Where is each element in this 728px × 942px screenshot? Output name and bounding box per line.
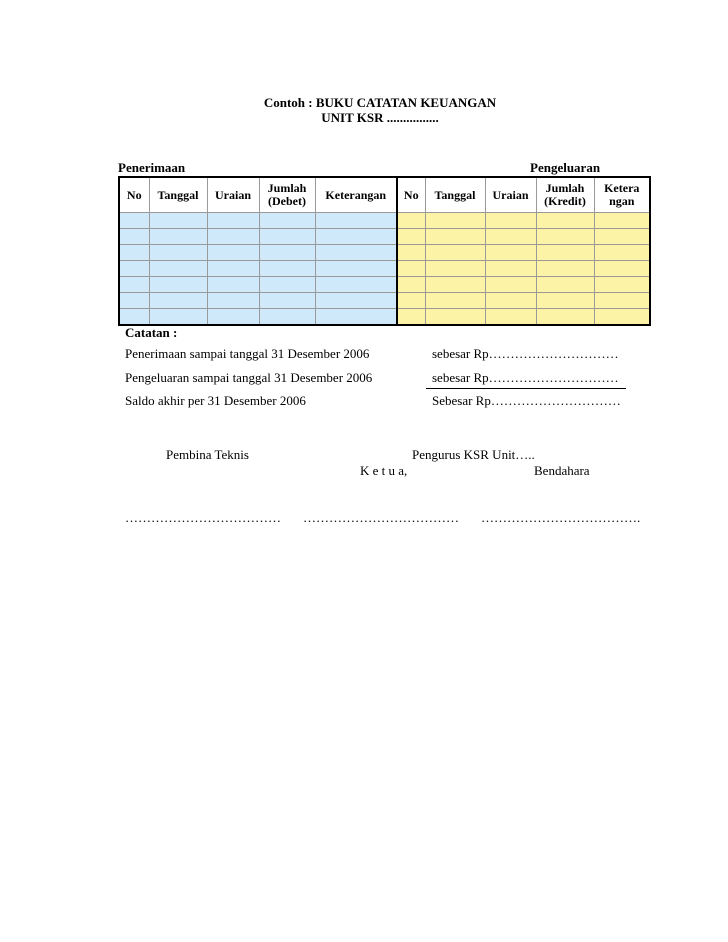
- ledger-cell: [149, 229, 207, 245]
- ledger-row: [119, 293, 650, 309]
- ledger-cell: [149, 245, 207, 261]
- saldo-summary-amount: Sebesar Rp…………………………: [432, 393, 621, 408]
- ledger-cell: [536, 245, 594, 261]
- ledger-cell: [594, 213, 650, 229]
- ledger-cell: [259, 245, 315, 261]
- signature-line-bendahara: ……………………………….: [481, 510, 641, 525]
- ketua-label: K e t u a,: [360, 463, 408, 478]
- ledger-cell: [207, 213, 259, 229]
- ledger-cell: [425, 293, 485, 309]
- ledger-cell: [536, 229, 594, 245]
- ledger-cell: [119, 261, 149, 277]
- ledger-cell: [397, 261, 425, 277]
- document-title: Contoh : BUKU CATATAN KEUANGAN: [263, 95, 497, 110]
- ledger-cell: [207, 229, 259, 245]
- ledger-cell: [259, 309, 315, 326]
- header-uraian-out: Uraian: [485, 177, 536, 213]
- header-keterangan-out: Ketera ngan: [594, 177, 650, 213]
- ledger-cell: [119, 245, 149, 261]
- saldo-summary-label: Saldo akhir per 31 Desember 2006: [125, 393, 306, 408]
- ledger-cell: [485, 213, 536, 229]
- ledger-cell: [149, 293, 207, 309]
- pengeluaran-summary-amount: sebesar Rp…………………………: [432, 370, 619, 385]
- ledger-cell: [259, 213, 315, 229]
- ledger-cell: [119, 229, 149, 245]
- ledger-cell: [594, 245, 650, 261]
- ledger-cell: [119, 309, 149, 326]
- ledger-cell: [315, 229, 397, 245]
- ledger-row: [119, 213, 650, 229]
- header-no-in: No: [119, 177, 149, 213]
- ledger-cell: [594, 261, 650, 277]
- signature-line-pembina: ………………………………: [125, 510, 281, 525]
- ledger-cell: [536, 213, 594, 229]
- ledger-cell: [315, 309, 397, 326]
- header-keterangan-in: Keterangan: [315, 177, 397, 213]
- ledger-cell: [425, 245, 485, 261]
- ledger-cell: [315, 261, 397, 277]
- ledger-header-row: [119, 177, 650, 213]
- ledger-cell: [485, 229, 536, 245]
- ledger-cell: [315, 245, 397, 261]
- ledger-cell: [397, 213, 425, 229]
- ledger-cell: [259, 229, 315, 245]
- pembina-teknis-label: Pembina Teknis: [166, 447, 249, 462]
- ledger-cell: [425, 261, 485, 277]
- ledger-cell: [425, 309, 485, 326]
- penerimaan-label: Penerimaan: [118, 160, 186, 175]
- ledger-cell: [259, 277, 315, 293]
- ledger-cell: [425, 213, 485, 229]
- document-subtitle: UNIT KSR ................: [321, 110, 439, 125]
- bendahara-label: Bendahara: [534, 463, 590, 478]
- ledger-cell: [485, 261, 536, 277]
- ledger-cell: [594, 229, 650, 245]
- ledger-cell: [119, 293, 149, 309]
- header-jumlah-debet: Jumlah (Debet): [259, 177, 315, 213]
- pengeluaran-summary-label: Pengeluaran sampai tanggal 31 Desember 2006: [125, 370, 373, 385]
- ledger-cell: [485, 309, 536, 326]
- ledger-cell: [594, 293, 650, 309]
- ledger-cell: [536, 261, 594, 277]
- ledger-cell: [425, 229, 485, 245]
- ledger-cell: [149, 213, 207, 229]
- pengeluaran-label: Pengeluaran: [530, 160, 601, 175]
- ledger-cell: [485, 277, 536, 293]
- ledger-row: [119, 229, 650, 245]
- ledger-row: [119, 309, 650, 326]
- ledger-table: [118, 176, 651, 326]
- penerimaan-summary-amount: sebesar Rp…………………………: [432, 346, 619, 361]
- ledger-row: [119, 261, 650, 277]
- ledger-row: [119, 245, 650, 261]
- ledger-cell: [536, 293, 594, 309]
- catatan-heading: Catatan :: [125, 325, 178, 340]
- ledger-cell: [536, 277, 594, 293]
- signature-line-ketua: ………………………………: [303, 510, 459, 525]
- penerimaan-summary-label: Penerimaan sampai tanggal 31 Desember 2006: [125, 346, 370, 361]
- ledger-cell: [119, 277, 149, 293]
- pengurus-label: Pengurus KSR Unit…..: [412, 447, 535, 462]
- ledger-cell: [485, 245, 536, 261]
- ledger-cell: [149, 277, 207, 293]
- ledger-cell: [315, 293, 397, 309]
- ledger-cell: [207, 261, 259, 277]
- ledger-row: [119, 277, 650, 293]
- ledger-cell: [594, 277, 650, 293]
- ledger-cell: [397, 229, 425, 245]
- ledger-cell: [397, 245, 425, 261]
- ledger-cell: [207, 309, 259, 326]
- ledger-cell: [536, 309, 594, 326]
- header-no-out: No: [397, 177, 425, 213]
- header-jumlah-kredit: Jumlah (Kredit): [536, 177, 594, 213]
- ledger-cell: [315, 213, 397, 229]
- ledger-cell: [149, 261, 207, 277]
- ledger-cell: [397, 293, 425, 309]
- header-tanggal-in: Tanggal: [149, 177, 207, 213]
- header-tanggal-out: Tanggal: [425, 177, 485, 213]
- ledger-cell: [397, 309, 425, 326]
- ledger-cell: [594, 309, 650, 326]
- ledger-cell: [397, 277, 425, 293]
- ledger-cell: [485, 293, 536, 309]
- ledger-cell: [425, 277, 485, 293]
- ledger-cell: [149, 309, 207, 326]
- ledger-cell: [315, 277, 397, 293]
- ledger-cell: [207, 277, 259, 293]
- ledger-cell: [207, 293, 259, 309]
- ledger-cell: [207, 245, 259, 261]
- header-uraian-in: Uraian: [207, 177, 259, 213]
- ledger-cell: [119, 213, 149, 229]
- ledger-cell: [259, 293, 315, 309]
- ledger-cell: [259, 261, 315, 277]
- summary-divider: [426, 388, 626, 389]
